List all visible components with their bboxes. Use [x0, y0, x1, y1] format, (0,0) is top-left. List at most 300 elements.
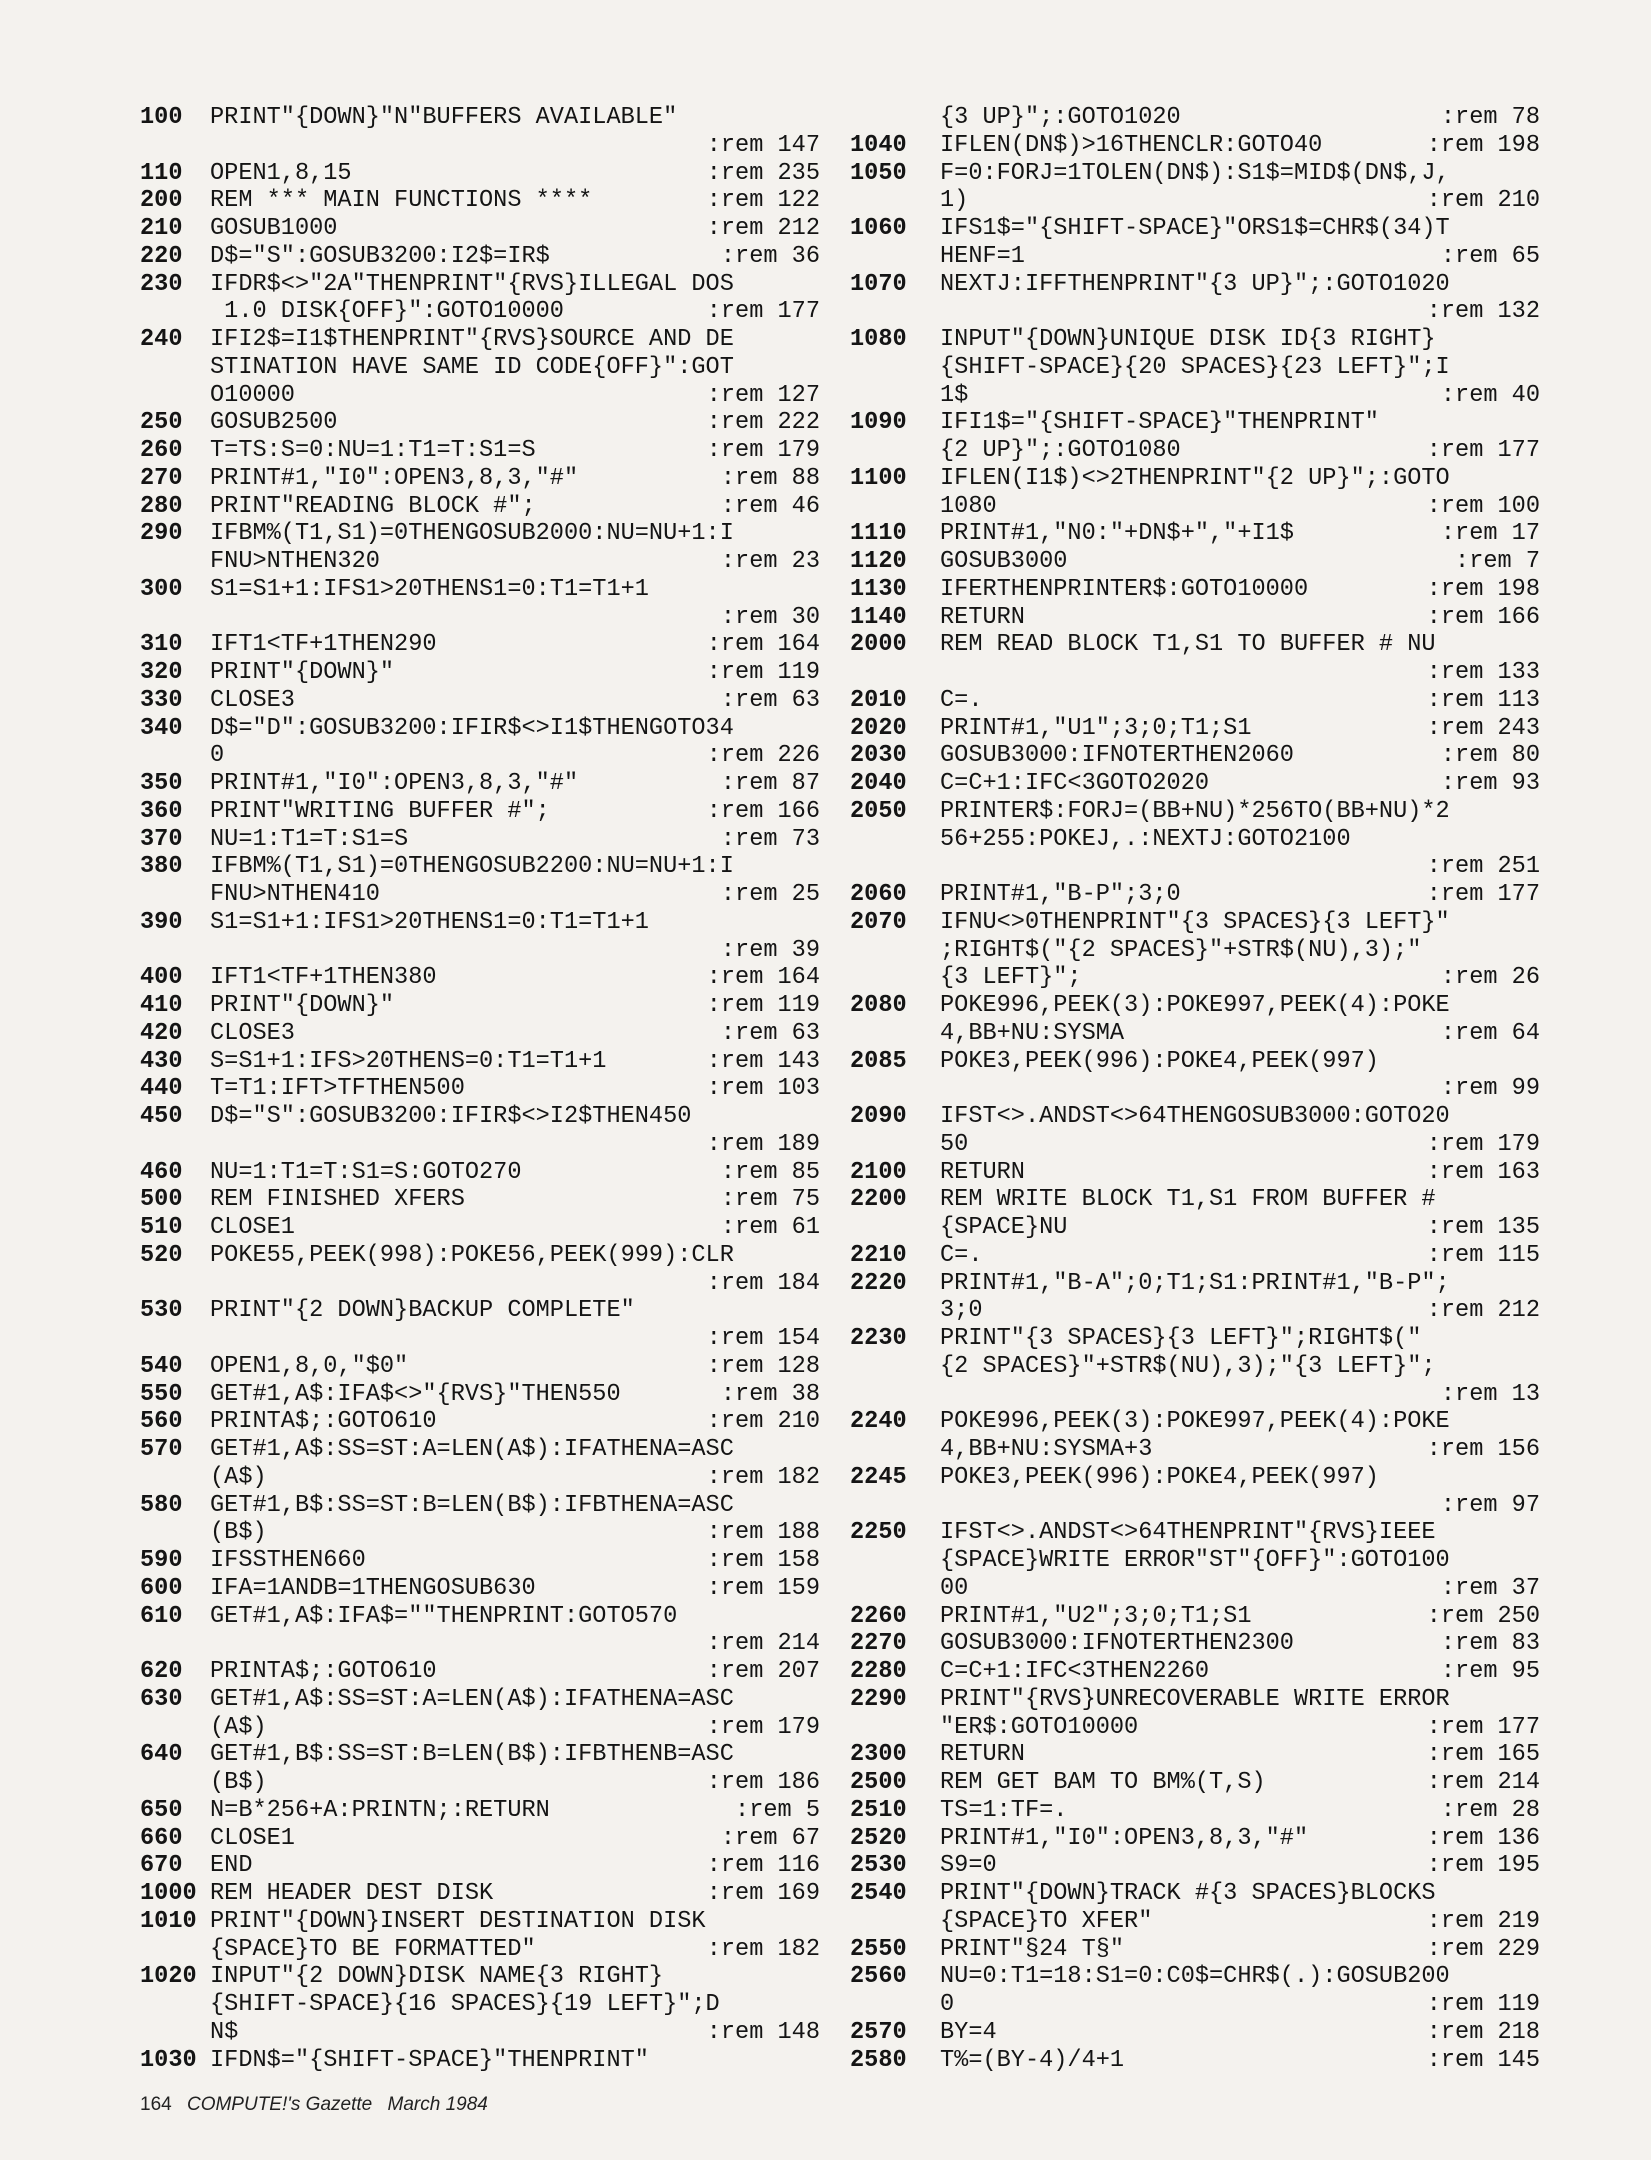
- code-line: [850, 1048, 1540, 1076]
- code-text: PRINT"{DOWN}"N"BUFFERS AVAILABLE": [210, 104, 678, 131]
- line-number: 520: [140, 1241, 183, 1269]
- line-number: 2070: [850, 908, 907, 936]
- code-line: [140, 1020, 820, 1048]
- checksum-rem: :rem 40: [1440, 381, 1540, 409]
- code-text: IFDN$="{SHIFT-SPACE}"THENPRINT": [210, 2046, 649, 2074]
- code-text: S1=S1+1:IFS1>20THENS1=0:T1=T1+1: [210, 908, 649, 936]
- code-text: 1$: [940, 381, 969, 409]
- code-text: GET#1,A$:IFA$<>"{RVS}"THEN550: [210, 1380, 621, 1408]
- line-number: 270: [140, 464, 183, 492]
- listing-left-column: [140, 104, 820, 2074]
- checksum-rem: :rem 87: [720, 770, 820, 797]
- code-line: [140, 493, 820, 521]
- code-text: T%=(BY-4)/4+1: [940, 2046, 1125, 2074]
- checksum-rem: :rem 30: [720, 603, 820, 631]
- checksum-rem: :rem 63: [720, 1019, 820, 1047]
- line-number: 500: [140, 1186, 183, 1214]
- code-text: ;RIGHT$("{2 SPACES}"+STR$(NU),3);": [940, 936, 1422, 964]
- code-line: [140, 1658, 820, 1686]
- code-text: OPEN1,8,0,"$0": [210, 1352, 409, 1380]
- line-number: 2270: [850, 1630, 907, 1658]
- line-number: 340: [140, 714, 183, 742]
- checksum-rem: :rem 113: [1426, 686, 1540, 714]
- checksum-rem: :rem 97: [1440, 1491, 1540, 1519]
- code-text: INPUT"{2 DOWN}DISK NAME{3 RIGHT}: [210, 1963, 664, 1991]
- code-line: [850, 1741, 1540, 1769]
- code-text: GOSUB2500: [210, 409, 338, 437]
- line-number: 600: [140, 1574, 183, 1602]
- code-line: [140, 298, 820, 326]
- code-text: PRINT"{DOWN}TRACK #{3 SPACES}BLOCKS: [940, 1880, 1436, 1907]
- code-line: [850, 742, 1540, 770]
- checksum-rem: :rem 73: [720, 825, 820, 853]
- code-line: [850, 1963, 1540, 1991]
- code-text: 1): [940, 187, 969, 215]
- code-text: IFNU<>0THENPRINT"{3 SPACES}{3 LEFT}": [940, 908, 1450, 936]
- line-number: 2000: [850, 631, 907, 659]
- code-text: 50: [940, 1130, 969, 1158]
- checksum-rem: :rem 38: [720, 1380, 820, 1408]
- line-number: 2300: [850, 1741, 907, 1769]
- code-line: [140, 826, 820, 854]
- code-text: T=T1:IFT>TFTHEN500: [210, 1075, 465, 1103]
- code-text: REM *** MAIN FUNCTIONS ****: [210, 187, 593, 215]
- checksum-rem: :rem 88: [720, 464, 820, 492]
- line-number: 550: [140, 1380, 183, 1408]
- code-line: [850, 937, 1540, 965]
- code-text: IFT1<TF+1THEN380: [210, 964, 437, 992]
- code-text: (B$): [210, 1769, 267, 1796]
- line-number: 2040: [850, 770, 907, 797]
- checksum-rem: :rem 165: [1426, 1741, 1540, 1769]
- checksum-rem: :rem 177: [1426, 1713, 1540, 1741]
- checksum-rem: :rem 143: [706, 1047, 820, 1075]
- checksum-rem: :rem 148: [706, 2018, 820, 2046]
- checksum-rem: :rem 37: [1440, 1574, 1540, 1602]
- code-text: PRINT#1,"I0":OPEN3,8,3,"#": [210, 464, 579, 492]
- checksum-rem: :rem 17: [1440, 520, 1540, 548]
- code-text: 00: [940, 1574, 969, 1602]
- code-line: [140, 104, 820, 132]
- code-line: [850, 1103, 1540, 1131]
- line-number: 2085: [850, 1047, 907, 1075]
- code-line: [140, 1603, 820, 1631]
- checksum-rem: :rem 164: [706, 631, 820, 659]
- code-line: [850, 382, 1540, 410]
- line-number: 1140: [850, 603, 907, 631]
- code-line: [140, 1464, 820, 1492]
- checksum-rem: :rem 163: [1426, 1158, 1540, 1186]
- line-number: 330: [140, 686, 183, 714]
- code-text: OPEN1,8,15: [210, 159, 352, 187]
- code-text: 3;0: [940, 1297, 983, 1325]
- checksum-rem: :rem 179: [706, 1713, 820, 1741]
- code-text: RETURN: [940, 1741, 1025, 1769]
- code-line: [850, 215, 1540, 243]
- code-text: CLOSE1: [210, 1214, 295, 1241]
- code-text: GET#1,B$:SS=ST:B=LEN(B$):IFBTHENA=ASC: [210, 1491, 734, 1519]
- page-number: 164: [140, 2094, 172, 2115]
- line-number: 360: [140, 797, 183, 825]
- code-text: PRINT"{DOWN}": [210, 992, 395, 1019]
- code-line: [850, 992, 1540, 1020]
- code-text: GOSUB3000: [940, 548, 1068, 575]
- code-text: POKE3,PEEK(996):POKE4,PEEK(997): [940, 1047, 1379, 1075]
- code-line: [850, 798, 1540, 826]
- line-number: 280: [140, 492, 183, 520]
- code-line: [850, 1880, 1540, 1908]
- code-line: [850, 1991, 1540, 2019]
- code-line: [140, 881, 820, 909]
- code-line: [850, 715, 1540, 743]
- line-number: 2220: [850, 1269, 907, 1297]
- line-number: 400: [140, 964, 183, 992]
- code-text: NU=1:T1=T:S1=S: [210, 825, 409, 853]
- checksum-rem: :rem 147: [706, 131, 820, 159]
- checksum-rem: :rem 83: [1440, 1630, 1540, 1658]
- code-text: PRINT"{2 DOWN}BACKUP COMPLETE": [210, 1297, 635, 1325]
- code-text: IFI2$=I1$THENPRINT"{RVS}SOURCE AND DE: [210, 326, 734, 353]
- code-line: [850, 1936, 1540, 1964]
- code-line: [850, 548, 1540, 576]
- code-text: REM WRITE BLOCK T1,S1 FROM BUFFER #: [940, 1186, 1436, 1214]
- code-line: [850, 1686, 1540, 1714]
- line-number: 2020: [850, 714, 907, 742]
- checksum-rem: :rem 23: [720, 548, 820, 575]
- checksum-rem: :rem 95: [1440, 1658, 1540, 1685]
- line-number: 2250: [850, 1519, 907, 1547]
- code-text: IFST<>.ANDST<>64THENPRINT"{RVS}IEEE: [940, 1519, 1436, 1547]
- code-text: GET#1,A$:IFA$=""THENPRINT:GOTO570: [210, 1602, 678, 1630]
- code-line: [850, 1270, 1540, 1298]
- checksum-rem: :rem 210: [1426, 187, 1540, 215]
- checksum-rem: :rem 166: [706, 797, 820, 825]
- checksum-rem: :rem 119: [1426, 1991, 1540, 2018]
- code-text: 56+255:POKEJ,.:NEXTJ:GOTO2100: [940, 825, 1351, 853]
- code-line: [850, 1630, 1540, 1658]
- code-line: [140, 215, 820, 243]
- code-line: [140, 1492, 820, 1520]
- code-line: [140, 1270, 820, 1298]
- checksum-rem: :rem 179: [1426, 1130, 1540, 1158]
- code-line: [140, 160, 820, 188]
- line-number: 350: [140, 770, 183, 797]
- line-number: 640: [140, 1741, 183, 1769]
- publication-name: COMPUTE!'s Gazette: [186, 2094, 373, 2115]
- code-line: [850, 1797, 1540, 1825]
- code-line: [140, 715, 820, 743]
- code-text: (A$): [210, 1463, 267, 1491]
- code-line: [140, 1936, 820, 1964]
- code-text: 1.0 DISK{OFF}":GOTO10000: [210, 298, 564, 326]
- checksum-rem: :rem 243: [1426, 714, 1540, 742]
- code-line: [140, 1353, 820, 1381]
- code-text: {SPACE}NU: [940, 1214, 1068, 1241]
- code-text: PRINTA$;:GOTO610: [210, 1408, 437, 1436]
- checksum-rem: :rem 235: [706, 159, 820, 187]
- code-text: CLOSE1: [210, 1824, 295, 1852]
- line-number: 220: [140, 242, 183, 270]
- checksum-rem: :rem 207: [706, 1658, 820, 1685]
- line-number: 1080: [850, 326, 907, 353]
- line-number: 2080: [850, 992, 907, 1019]
- line-number: 660: [140, 1824, 183, 1852]
- code-line: [850, 271, 1540, 299]
- checksum-rem: :rem 166: [1426, 603, 1540, 631]
- code-line: [850, 576, 1540, 604]
- checksum-rem: :rem 39: [720, 936, 820, 964]
- checksum-rem: :rem 119: [706, 659, 820, 686]
- code-text: S9=0: [940, 1852, 997, 1880]
- code-line: [850, 853, 1540, 881]
- code-line: [850, 1075, 1540, 1103]
- code-text: {SPACE}WRITE ERROR"ST"{OFF}":GOTO100: [940, 1547, 1450, 1574]
- checksum-rem: :rem 65: [1440, 242, 1540, 270]
- code-text: IFBM%(T1,S1)=0THENGOSUB2000:NU=NU+1:I: [210, 520, 734, 548]
- line-number: 2260: [850, 1602, 907, 1630]
- line-number: 210: [140, 215, 183, 242]
- line-number: 560: [140, 1408, 183, 1436]
- checksum-rem: :rem 218: [1426, 2018, 1540, 2046]
- code-text: D$="S":GOSUB3200:I2$=IR$: [210, 242, 550, 270]
- line-number: 2500: [850, 1769, 907, 1796]
- line-number: 2530: [850, 1852, 907, 1880]
- code-text: C=.: [940, 1241, 983, 1269]
- code-line: [850, 964, 1540, 992]
- line-number: 450: [140, 1103, 183, 1130]
- code-line: [140, 1714, 820, 1742]
- line-number: 570: [140, 1436, 183, 1463]
- code-line: [850, 354, 1540, 382]
- checksum-rem: :rem 214: [706, 1630, 820, 1658]
- code-text: 0: [940, 1991, 955, 2018]
- code-line: [140, 1075, 820, 1103]
- code-line: [140, 1519, 820, 1547]
- line-number: 410: [140, 992, 183, 1019]
- checksum-rem: :rem 164: [706, 964, 820, 992]
- code-text: IFLEN(I1$)<>2THENPRINT"{2 UP}";:GOTO: [940, 464, 1450, 492]
- line-number: 2090: [850, 1103, 907, 1130]
- code-line: [850, 1519, 1540, 1547]
- code-text: NU=0:T1=18:S1=0:C0$=CHR$(.):GOSUB200: [940, 1963, 1450, 1991]
- code-text: GET#1,A$:SS=ST:A=LEN(A$):IFATHENA=ASC: [210, 1685, 734, 1713]
- code-text: POKE996,PEEK(3):POKE997,PEEK(4):POKE: [940, 1408, 1450, 1436]
- line-number: 100: [140, 104, 183, 131]
- checksum-rem: :rem 67: [720, 1824, 820, 1852]
- code-text: FNU>NTHEN320: [210, 548, 380, 575]
- code-line: [850, 326, 1540, 354]
- code-text: PRINT#1,"I0":OPEN3,8,3,"#": [940, 1824, 1309, 1852]
- code-text: {SPACE}TO BE FORMATTED": [210, 1935, 536, 1963]
- line-number: 1010: [140, 1907, 197, 1935]
- checksum-rem: :rem 7: [1455, 548, 1540, 575]
- checksum-rem: :rem 26: [1440, 964, 1540, 992]
- checksum-rem: :rem 132: [1426, 298, 1540, 326]
- line-number: 310: [140, 631, 183, 659]
- checksum-rem: :rem 250: [1426, 1602, 1540, 1630]
- code-text: C=C+1:IFC<3THEN2260: [940, 1658, 1210, 1685]
- code-line: [140, 853, 820, 881]
- checksum-rem: :rem 222: [706, 409, 820, 437]
- code-line: [140, 937, 820, 965]
- line-number: 2200: [850, 1186, 907, 1214]
- line-number: 2030: [850, 742, 907, 770]
- checksum-rem: :rem 93: [1440, 770, 1540, 797]
- code-text: POKE3,PEEK(996):POKE4,PEEK(997): [940, 1463, 1379, 1491]
- checksum-rem: :rem 78: [1440, 104, 1540, 131]
- checksum-rem: :rem 169: [706, 1880, 820, 1907]
- checksum-rem: :rem 214: [1426, 1769, 1540, 1796]
- code-line: [850, 2019, 1540, 2047]
- code-line: [140, 687, 820, 715]
- code-text: POKE55,PEEK(998):POKE56,PEEK(999):CLR: [210, 1241, 734, 1269]
- code-line: [140, 548, 820, 576]
- code-text: PRINT"READING BLOCK #";: [210, 492, 536, 520]
- code-line: [850, 1020, 1540, 1048]
- code-text: D$="S":GOSUB3200:IFIR$<>I2$THEN450: [210, 1103, 692, 1130]
- code-line: [140, 1797, 820, 1825]
- line-number: 2580: [850, 2046, 907, 2074]
- line-number: 370: [140, 825, 183, 853]
- code-line: [850, 1547, 1540, 1575]
- checksum-rem: :rem 159: [706, 1574, 820, 1602]
- code-line: [140, 1408, 820, 1436]
- code-line: [140, 1963, 820, 1991]
- checksum-rem: :rem 195: [1426, 1852, 1540, 1880]
- line-number: 2230: [850, 1325, 907, 1352]
- line-number: 460: [140, 1158, 183, 1186]
- code-line: [140, 1131, 820, 1159]
- code-text: PRINT"{DOWN}INSERT DESTINATION DISK: [210, 1907, 706, 1935]
- code-line: [850, 604, 1540, 632]
- code-line: [850, 298, 1540, 326]
- code-text: PRINT#1,"U2";3;0;T1;S1: [940, 1602, 1252, 1630]
- code-text: IFA=1ANDB=1THENGOSUB630: [210, 1574, 536, 1602]
- code-text: 4,BB+NU:SYSMA+3: [940, 1436, 1153, 1463]
- checksum-rem: :rem 28: [1440, 1796, 1540, 1824]
- code-line: [850, 437, 1540, 465]
- checksum-rem: :rem 212: [1426, 1297, 1540, 1325]
- code-line: [850, 160, 1540, 188]
- code-text: NEXTJ:IFFTHENPRINT"{3 UP}";:GOTO1020: [940, 270, 1450, 298]
- line-number: 2560: [850, 1963, 907, 1991]
- code-line: [850, 1658, 1540, 1686]
- issue-date: March 1984: [387, 2094, 488, 2115]
- checksum-rem: :rem 156: [1426, 1436, 1540, 1463]
- checksum-rem: :rem 13: [1440, 1380, 1540, 1408]
- line-number: 670: [140, 1852, 183, 1880]
- code-line: [140, 1159, 820, 1187]
- code-line: [850, 243, 1540, 271]
- code-line: [140, 326, 820, 354]
- checksum-rem: :rem 122: [706, 187, 820, 215]
- checksum-rem: :rem 36: [720, 242, 820, 270]
- line-number: 530: [140, 1297, 183, 1325]
- code-text: REM FINISHED XFERS: [210, 1186, 465, 1214]
- code-line: [850, 520, 1540, 548]
- code-text: CLOSE3: [210, 686, 295, 714]
- line-number: 320: [140, 659, 183, 686]
- code-line: [140, 1825, 820, 1853]
- line-number: 440: [140, 1075, 183, 1103]
- code-line: [140, 382, 820, 410]
- code-text: IFSSTHEN660: [210, 1547, 366, 1574]
- line-number: 430: [140, 1047, 183, 1075]
- checksum-rem: :rem 177: [706, 298, 820, 326]
- checksum-rem: :rem 25: [720, 881, 820, 908]
- line-number: 2100: [850, 1158, 907, 1186]
- code-text: D$="D":GOSUB3200:IFIR$<>I1$THENGOTO34: [210, 714, 734, 742]
- code-line: [140, 742, 820, 770]
- code-line: [140, 437, 820, 465]
- line-number: 630: [140, 1685, 183, 1713]
- code-text: {2 UP}";:GOTO1080: [940, 437, 1181, 464]
- code-text: {3 UP}";:GOTO1020: [940, 104, 1181, 131]
- line-number: 1130: [850, 575, 907, 603]
- code-text: IFI1$="{SHIFT-SPACE}"THENPRINT": [940, 409, 1379, 437]
- checksum-rem: :rem 80: [1440, 742, 1540, 770]
- code-text: PRINTER$:FORJ=(BB+NU)*256TO(BB+NU)*2: [940, 797, 1450, 825]
- code-text: {SHIFT-SPACE}{20 SPACES}{23 LEFT}";I: [940, 353, 1450, 381]
- line-number: 2510: [850, 1796, 907, 1824]
- code-line: [850, 1242, 1540, 1270]
- line-number: 240: [140, 326, 183, 353]
- code-line: [140, 604, 820, 632]
- code-line: [850, 1297, 1540, 1325]
- line-number: 2520: [850, 1824, 907, 1852]
- code-text: IFBM%(T1,S1)=0THENGOSUB2200:NU=NU+1:I: [210, 853, 734, 881]
- checksum-rem: :rem 64: [1440, 1019, 1540, 1047]
- code-text: IFLEN(DN$)>16THENCLR:GOTO40: [940, 131, 1323, 159]
- code-text: IFERTHENPRINTER$:GOTO10000: [940, 575, 1309, 603]
- checksum-rem: :rem 229: [1426, 1935, 1540, 1963]
- checksum-rem: :rem 5: [735, 1796, 820, 1824]
- code-line: [140, 1880, 820, 1908]
- code-line: [850, 687, 1540, 715]
- checksum-rem: :rem 226: [706, 742, 820, 770]
- code-line: [140, 1381, 820, 1409]
- code-line: [140, 1297, 820, 1325]
- line-number: 650: [140, 1796, 183, 1824]
- code-text: PRINT#1,"B-A";0;T1;S1:PRINT#1,"B-P";: [940, 1269, 1450, 1297]
- line-number: 110: [140, 159, 183, 187]
- checksum-rem: :rem 177: [1426, 881, 1540, 908]
- code-text: 1080: [940, 492, 997, 520]
- code-text: RETURN: [940, 1158, 1025, 1186]
- code-line: [140, 1575, 820, 1603]
- checksum-rem: :rem 103: [706, 1075, 820, 1103]
- code-line: [850, 1575, 1540, 1603]
- line-number: 420: [140, 1019, 183, 1047]
- code-text: IFST<>.ANDST<>64THENGOSUB3000:GOTO20: [940, 1103, 1450, 1130]
- line-number: 2550: [850, 1935, 907, 1963]
- code-line: [140, 1991, 820, 2019]
- code-line: [850, 1353, 1540, 1381]
- code-line: [850, 1714, 1540, 1742]
- line-number: 200: [140, 187, 183, 215]
- code-line: [850, 409, 1540, 437]
- code-line: [140, 992, 820, 1020]
- code-line: [140, 659, 820, 687]
- code-text: {2 SPACES}"+STR$(NU),3);"{3 LEFT}";: [940, 1352, 1436, 1380]
- code-text: GET#1,A$:SS=ST:A=LEN(A$):IFATHENA=ASC: [210, 1436, 734, 1463]
- code-line: [140, 520, 820, 548]
- line-number: 2290: [850, 1685, 907, 1713]
- code-text: 4,BB+NU:SYSMA: [940, 1019, 1125, 1047]
- code-text: IFS1$="{SHIFT-SPACE}"ORS1$=CHR$(34)T: [940, 215, 1450, 242]
- line-number: 1100: [850, 464, 907, 492]
- checksum-rem: :rem 212: [706, 215, 820, 242]
